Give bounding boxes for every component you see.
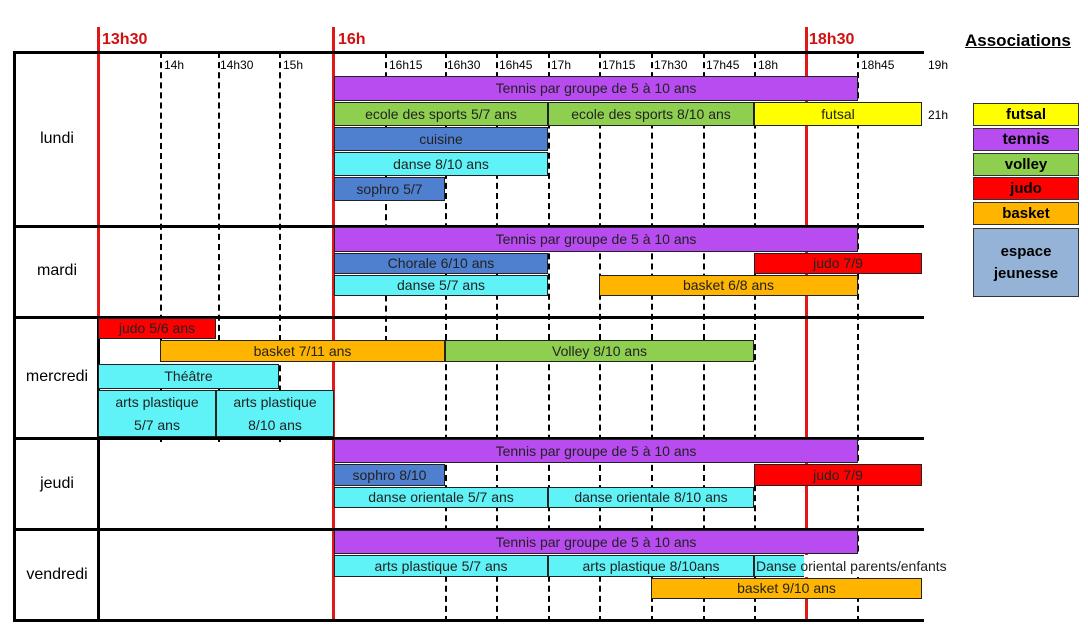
- activity-lundi-danse-8-10[interactable]: danse 8/10 ans: [334, 152, 548, 176]
- activity-lundi-cuisine[interactable]: cuisine: [334, 127, 548, 151]
- header-time-1330: 13h30: [102, 31, 148, 48]
- tick-17h45: 17h45: [706, 58, 740, 72]
- tick-21h: 21h: [928, 108, 949, 122]
- legend-tennis: tennis: [973, 128, 1079, 151]
- activity-vendredi-arts-plastique-5-7[interactable]: arts plastique 5/7 ans: [334, 555, 548, 577]
- activity-mercredi-arts-8-10-line1: arts plastique: [233, 393, 317, 410]
- tick-16h15: 16h15: [389, 58, 423, 72]
- activity-jeudi-danse-orientale-8-10[interactable]: danse orientale 8/10 ans: [548, 487, 754, 508]
- header-time-1830: 18h30: [809, 31, 855, 48]
- activity-mercredi-judo-5-6[interactable]: judo 5/6 ans: [98, 318, 216, 339]
- activity-jeudi-sophro-8-10[interactable]: sophro 8/10: [334, 464, 445, 486]
- tick-17h15: 17h15: [602, 58, 636, 72]
- activity-mercredi-volley-8-10[interactable]: Volley 8/10 ans: [445, 340, 754, 362]
- activity-jeudi-judo-7-9[interactable]: judo 7/9: [754, 464, 922, 486]
- legend-espace-line2: jeunesse: [993, 264, 1059, 282]
- activity-mardi-danse-5-7[interactable]: danse 5/7 ans: [334, 275, 548, 296]
- activity-mardi-basket-6-8[interactable]: basket 6/8 ans: [599, 275, 858, 296]
- tick-17h: 17h: [551, 58, 572, 72]
- day-label-vendredi: vendredi: [26, 566, 88, 583]
- frame-top-line: [14, 51, 924, 54]
- tick-16h30: 16h30: [447, 58, 481, 72]
- activity-lundi-ecole-sports-8-10[interactable]: ecole des sports 8/10 ans: [548, 102, 754, 126]
- activity-mercredi-arts-5-7-line1: arts plastique: [115, 393, 199, 410]
- day-label-mardi: mardi: [36, 262, 77, 279]
- activity-vendredi-arts-plastique-8-10[interactable]: arts plastique 8/10ans: [548, 555, 754, 577]
- tick-16h45: 16h45: [499, 58, 533, 72]
- activity-mercredi-arts-5-7-line2: 5/7 ans: [134, 416, 180, 433]
- day-label-jeudi: jeudi: [40, 475, 74, 492]
- activity-lundi-tennis[interactable]: Tennis par groupe de 5 à 10 ans: [334, 76, 858, 101]
- activity-mercredi-arts-plastique-8-10[interactable]: [216, 390, 334, 437]
- tick-18h45: 18h45: [861, 58, 895, 72]
- tick-18h: 18h: [758, 58, 779, 72]
- activity-jeudi-danse-orientale-5-7[interactable]: danse orientale 5/7 ans: [334, 487, 548, 508]
- activity-vendredi-tennis[interactable]: Tennis par groupe de 5 à 10 ans: [334, 530, 858, 554]
- activity-mercredi-arts-plastique-5-7[interactable]: [98, 390, 216, 437]
- legend-espace-jeunesse: [973, 228, 1079, 297]
- day-label-lundi: lundi: [40, 130, 74, 147]
- frame-bottom-line: [14, 619, 924, 622]
- activity-mercredi-theatre[interactable]: Théâtre: [98, 364, 279, 389]
- tick-19h: 19h: [928, 58, 949, 72]
- tick-14h: 14h: [164, 58, 185, 72]
- activity-mercredi-arts-8-10-line2: 8/10 ans: [248, 416, 302, 433]
- activity-lundi-futsal[interactable]: futsal: [754, 102, 922, 126]
- activity-vendredi-danse-oriental-text: Danse oriental parents/enfants: [756, 557, 947, 574]
- activity-mardi-chorale[interactable]: Chorale 6/10 ans: [334, 253, 548, 274]
- legend-judo: judo: [973, 177, 1079, 200]
- tick-17h30: 17h30: [654, 58, 688, 72]
- activity-jeudi-tennis[interactable]: Tennis par groupe de 5 à 10 ans: [334, 439, 858, 463]
- activity-mardi-tennis[interactable]: Tennis par groupe de 5 à 10 ans: [334, 227, 858, 252]
- tick-15h: 15h: [283, 58, 304, 72]
- legend-title: Associations: [965, 31, 1071, 50]
- activity-mardi-judo-7-9[interactable]: judo 7/9: [754, 253, 922, 274]
- activity-lundi-ecole-sports-5-7[interactable]: ecole des sports 5/7 ans: [334, 102, 548, 126]
- legend-volley: volley: [973, 153, 1079, 176]
- activity-lundi-sophro-5-7[interactable]: sophro 5/7: [334, 177, 445, 201]
- legend-basket: basket: [973, 202, 1079, 225]
- day-label-mercredi: mercredi: [25, 368, 89, 385]
- activity-vendredi-basket-9-10[interactable]: basket 9/10 ans: [651, 578, 922, 599]
- legend-futsal: futsal: [973, 103, 1079, 126]
- legend-espace-line1: espace: [1000, 242, 1052, 260]
- tick-14h30: 14h30: [220, 58, 254, 72]
- activity-mercredi-basket-7-11[interactable]: basket 7/11 ans: [160, 340, 445, 362]
- header-time-16: 16h: [338, 31, 366, 48]
- guide-15h: [279, 52, 281, 442]
